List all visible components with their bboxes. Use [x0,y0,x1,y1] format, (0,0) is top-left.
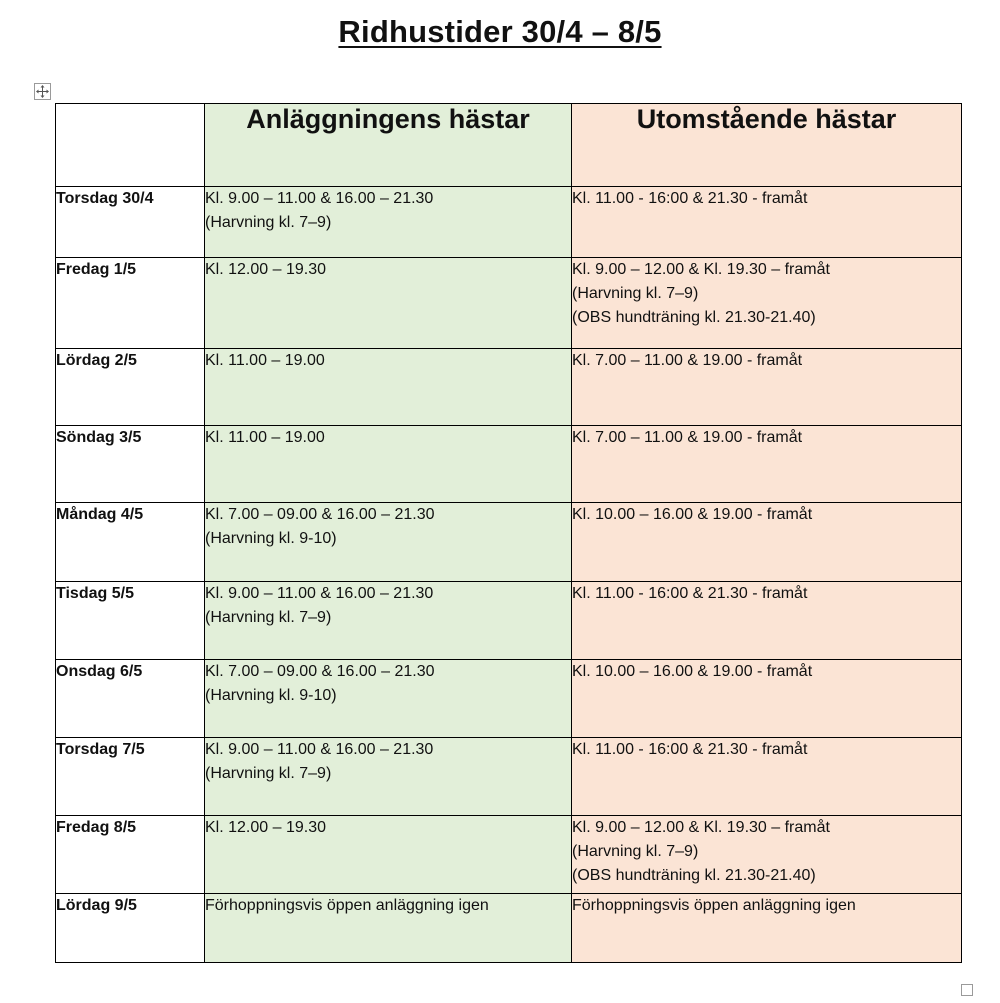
external-horses-cell [572,349,962,426]
external-horses-cell [572,894,962,963]
own-horses-cell [205,894,572,963]
time-line: (OBS hundträning kl. 21.30-21.40) [572,867,816,884]
time-line: Kl. 11.00 - 16:00 & 21.30 - framåt [572,190,808,207]
day-label: Tisdag 5/5 [56,585,134,602]
day-label: Lördag 2/5 [56,352,137,369]
time-line: Kl. 11.00 – 19.00 [205,429,325,446]
external-horses-cell [572,258,962,349]
move-arrows-icon [35,84,50,99]
time-line: (Harvning kl. 7–9) [205,214,332,231]
external-horses-cell [572,187,962,258]
table-row [56,816,962,894]
time-line: (Harvning kl. 9-10) [205,530,337,547]
time-line: Kl. 9.00 – 11.00 & 16.00 – 21.30 [205,190,434,207]
schedule-body [56,187,962,963]
day-cell [56,426,205,503]
header-external-horses: Utomstående hästar [572,104,962,187]
table-row [56,426,962,503]
day-label: Söndag 3/5 [56,429,142,446]
table-row [56,894,962,963]
time-line: Kl. 9.00 – 11.00 & 16.00 – 21.30 [205,741,434,758]
own-horses-cell [205,660,572,738]
time-line: Kl. 7.00 – 11.00 & 19.00 - framåt [572,352,803,369]
schedule-table [55,103,962,963]
time-line: (Harvning kl. 7–9) [205,765,332,782]
table-row [56,503,962,582]
own-horses-cell [205,816,572,894]
day-label: Lördag 9/5 [56,897,137,914]
day-label: Fredag 1/5 [56,261,137,278]
time-line: (OBS hundträning kl. 21.30-21.40) [572,309,816,326]
header-day [56,104,205,187]
day-label: Måndag 4/5 [56,506,144,523]
time-line: Förhoppningsvis öppen anläggning igen [572,897,856,914]
table-row [56,187,962,258]
day-cell [56,582,205,660]
day-cell [56,894,205,963]
time-line: Kl. 7.00 – 09.00 & 16.00 – 21.30 [205,506,435,523]
time-line: (Harvning kl. 9-10) [205,687,337,704]
external-horses-cell [572,660,962,738]
day-cell [56,816,205,894]
day-cell [56,660,205,738]
day-label: Fredag 8/5 [56,819,137,836]
header-row [56,104,962,187]
external-horses-cell [572,503,962,582]
own-horses-cell [205,503,572,582]
day-label: Onsdag 6/5 [56,663,143,680]
day-cell [56,738,205,816]
document-title: Ridhustider 30/4 – 8/5 [338,14,662,49]
table-row [56,258,962,349]
time-line: Kl. 7.00 – 09.00 & 16.00 – 21.30 [205,663,435,680]
table-move-handle[interactable] [34,83,51,100]
day-cell [56,187,205,258]
time-line: Kl. 7.00 – 11.00 & 19.00 - framåt [572,429,803,446]
time-line: Kl. 9.00 – 12.00 & Kl. 19.30 – framåt [572,261,830,278]
table-row [56,738,962,816]
day-label: Torsdag 30/4 [56,190,154,207]
own-horses-cell [205,582,572,660]
day-cell [56,503,205,582]
own-horses-cell [205,258,572,349]
external-horses-cell [572,816,962,894]
time-line: Kl. 10.00 – 16.00 & 19.00 - framåt [572,663,813,680]
header-own-horses: Anläggningens hästar [205,104,572,187]
external-horses-cell [572,582,962,660]
own-horses-cell [205,187,572,258]
time-line: Kl. 10.00 – 16.00 & 19.00 - framåt [572,506,813,523]
time-line: (Harvning kl. 7–9) [572,285,699,302]
time-line: Kl. 12.00 – 19.30 [205,261,326,278]
time-line: Kl. 9.00 – 12.00 & Kl. 19.30 – framåt [572,819,830,836]
own-horses-cell [205,349,572,426]
table-row [56,349,962,426]
table-row [56,582,962,660]
own-horses-cell [205,738,572,816]
time-line: Kl. 11.00 - 16:00 & 21.30 - framåt [572,585,808,602]
time-line: Kl. 12.00 – 19.30 [205,819,326,836]
external-horses-cell [572,738,962,816]
time-line: (Harvning kl. 7–9) [572,843,699,860]
external-horses-cell [572,426,962,503]
own-horses-cell [205,426,572,503]
time-line: (Harvning kl. 7–9) [205,609,332,626]
day-cell [56,349,205,426]
table-resize-handle[interactable] [961,984,973,996]
table-row [56,660,962,738]
time-line: Kl. 9.00 – 11.00 & 16.00 – 21.30 [205,585,434,602]
time-line: Kl. 11.00 – 19.00 [205,352,325,369]
time-line: Förhoppningsvis öppen anläggning igen [205,897,489,914]
time-line: Kl. 11.00 - 16:00 & 21.30 - framåt [572,741,808,758]
day-cell [56,258,205,349]
day-label: Torsdag 7/5 [56,741,145,758]
